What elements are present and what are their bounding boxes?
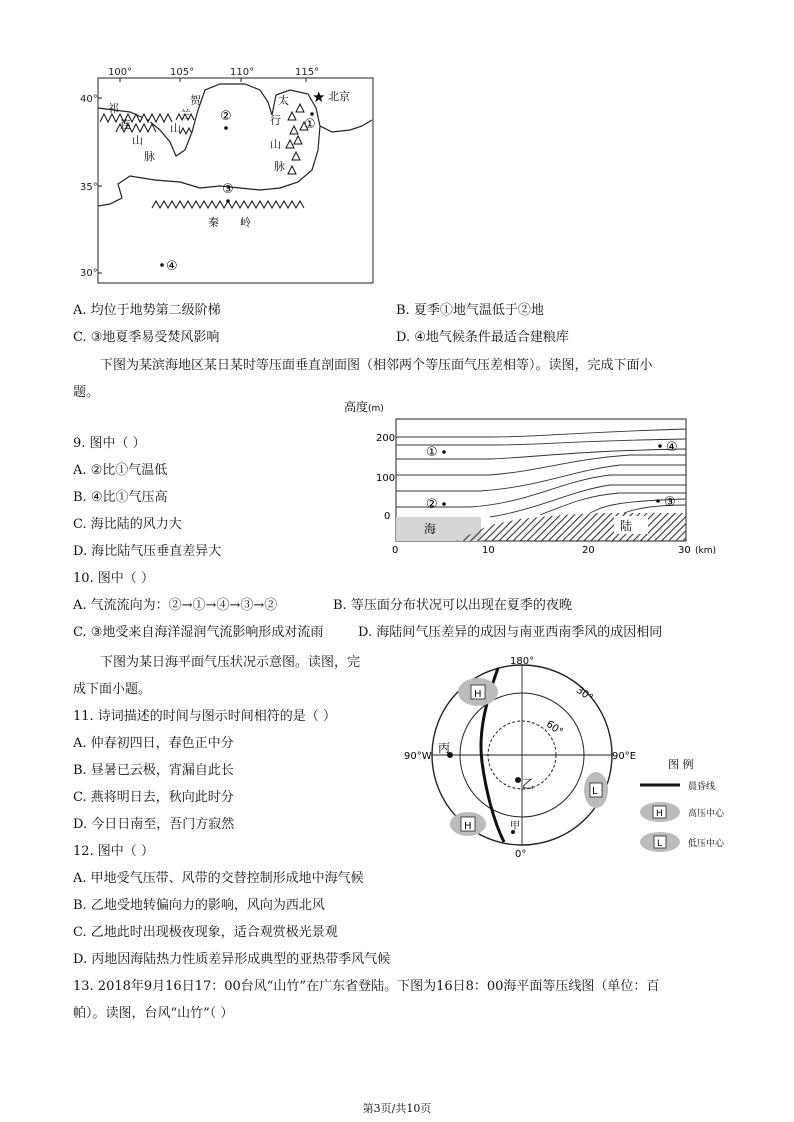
svg-text:H: H [464, 821, 472, 832]
page-footer: 第3页/共10页 [362, 1102, 432, 1115]
helan-label: 兰 [180, 108, 191, 121]
taihang-mountains [286, 104, 308, 174]
q8-option-a[interactable]: A. 均位于地势第二级阶梯 [73, 303, 221, 318]
intro-pressure-line1: 下图为某滨海地区某日某时等压面垂直剖面图（相邻两个等压面气压差相等）。读图，完成下面小 [100, 358, 653, 373]
x-tick: 20 [582, 545, 595, 555]
qilian-label: 脉 [144, 150, 155, 163]
q12-option-a[interactable]: A. 甲地受气压带、风带的交替控制形成地中海气候 [73, 871, 364, 886]
qinling-label: 岭 [240, 216, 251, 229]
point-1-label: ① [426, 445, 438, 460]
q11-option-d[interactable]: D. 今日日南至，吾门方寂然 [73, 817, 235, 832]
point-4-dot [658, 444, 662, 448]
high-center-sw [450, 812, 486, 836]
beijing-star-icon: ★ [312, 88, 326, 106]
point-2-label: ② [426, 497, 438, 512]
q8-option-c[interactable]: C. ③地夏季易受焚风影响 [73, 330, 220, 345]
q12-stem: 12. 图中（ ） [73, 844, 154, 859]
point-3-dot [656, 499, 660, 503]
left-label: 90°W [404, 751, 432, 762]
qilian-label: 祁 [108, 102, 119, 115]
taihang-label: 太 [278, 94, 289, 107]
point-4-label: ④ [166, 259, 178, 274]
intro-pressure-line2: 题。 [73, 385, 100, 400]
taihang-label: 脉 [274, 160, 285, 173]
point-1-dot [310, 112, 314, 116]
point-1-label: ① [304, 117, 316, 132]
q13-line1: 13. 2018年9月16日17：00台风“山竹”在广东省登陆。下图为16日8：00海平面等压线图（单位：百 [73, 979, 660, 994]
point-4-label: ④ [666, 440, 678, 455]
legend-high-label: 高压中心 [688, 809, 725, 819]
taihang-label: 山 [270, 138, 281, 151]
land-label: 陆 [620, 519, 633, 533]
q13-line2: 帕）。读图，台风“山竹”（ ） [73, 1006, 234, 1021]
q10-option-b[interactable]: B. 等压面分布状况可以出现在夏季的夜晚 [333, 598, 572, 613]
q9-option-d[interactable]: D. 海比陆气压垂直差异大 [73, 544, 222, 559]
q11-stem: 11. 诗词描述的时间与图示时间相符的是（ ） [73, 709, 336, 724]
top-label: 180° [510, 656, 535, 667]
yi-dot [515, 777, 521, 783]
q8-option-b[interactable]: B. 夏季①地气温低于②地 [396, 303, 544, 318]
q9-stem: 9. 图中（ ） [73, 436, 146, 451]
svg-text:H: H [474, 689, 482, 700]
helan-label: 贺 [190, 94, 201, 107]
beijing-label: 北京 [328, 90, 350, 103]
high-center-nw [458, 678, 498, 706]
legend-line-label: 晨昏线 [688, 782, 716, 792]
qilian-label: 连 [120, 118, 131, 131]
q9-option-c[interactable]: C. 海比陆的风力大 [73, 517, 182, 532]
low-center-e [584, 772, 608, 808]
qilian-label: 山 [132, 134, 143, 147]
y-tick: 0 [384, 511, 391, 522]
lat-label: 30° [80, 268, 98, 279]
point-3-label: ③ [664, 495, 676, 510]
x-tick: 0 [392, 545, 399, 555]
point-2-dot [224, 126, 228, 130]
legend-title: 图 例 [668, 758, 694, 771]
x-axis-unit: (km) [695, 546, 717, 555]
x-tick: 30 [678, 545, 691, 555]
point-3-label: ③ [222, 182, 234, 197]
legend-high-symbol: H [656, 809, 663, 819]
q12-option-c[interactable]: C. 乙地此时出现极夜现象，适合观赏极光景观 [73, 925, 338, 940]
q10-option-d[interactable]: D. 海陆间气压差异的成因与南亚西南季风的成因相同 [358, 625, 663, 640]
q11-option-c[interactable]: C. 燕将明日去，秋向此时分 [73, 790, 234, 805]
china-terrain-map [80, 60, 380, 285]
lat-label: 35° [80, 182, 98, 193]
lat-label: 40° [80, 94, 98, 105]
q11-option-a[interactable]: A. 仲春初四日，春色正中分 [73, 736, 234, 751]
intro-polar-line1: 下图为某日海平面气压状况示意图。读图，完 [100, 655, 361, 670]
bottom-label: 0° [515, 849, 527, 860]
right-label: 90°E [612, 751, 637, 762]
y-axis-label: 高度 [344, 400, 369, 414]
q11-option-b[interactable]: B. 昼暑已云极，宵漏自此长 [73, 763, 234, 778]
lon-label: 110° [230, 67, 255, 78]
bing-label: 丙 [438, 741, 451, 755]
svg-text:L: L [592, 786, 598, 797]
taihang-label: 行 [270, 114, 281, 127]
lon-label: 115° [295, 67, 320, 78]
point-4-dot [160, 263, 164, 267]
y-axis-unit: (m) [368, 404, 384, 414]
qinling-label: 秦 [208, 216, 219, 229]
qilian-mountains [100, 114, 172, 132]
point-2-label: ② [220, 109, 232, 124]
polar-pressure-figure [400, 652, 740, 862]
lat60-label: 60° [543, 718, 565, 738]
point-2-dot [442, 502, 446, 506]
sea-label: 海 [424, 522, 437, 536]
y-tick: 100 [376, 473, 396, 484]
q10-option-c[interactable]: C. ③地受来自海洋湿润气流影响形成对流雨 [73, 625, 324, 640]
helan-label: 山 [170, 122, 181, 135]
jia-label: 甲 [510, 821, 520, 832]
lon-label: 105° [170, 67, 195, 78]
lon-label: 100° [108, 67, 133, 78]
q10-stem: 10. 图中（ ） [73, 571, 154, 586]
point-1-dot [442, 450, 446, 454]
intro-polar-line2: 成下面小题。 [73, 682, 152, 697]
q9-option-b[interactable]: B. ④比①气压高 [73, 490, 168, 505]
point-3-dot [226, 199, 230, 203]
q12-option-d[interactable]: D. 丙地因海陆热力性质差异形成典型的亚热带季风气候 [73, 952, 391, 967]
q9-option-a[interactable]: A. ②比①气温低 [73, 463, 168, 478]
isobaric-profile-figure [340, 395, 720, 555]
legend-low-label: 低压中心 [688, 839, 725, 849]
lat30-label: 30° [573, 684, 595, 704]
y-tick: 200 [376, 433, 396, 444]
q10-option-a[interactable]: A. 气流流向为：②→①→④→③→② [73, 598, 278, 613]
legend-low-symbol: L [657, 839, 663, 849]
yi-label: 乙 [522, 777, 535, 791]
x-tick: 10 [482, 545, 495, 555]
q12-option-b[interactable]: B. 乙地受地转偏向力的影响，风向为西北风 [73, 898, 325, 913]
q8-option-d[interactable]: D. ④地气候条件最适合建粮库 [396, 330, 569, 345]
